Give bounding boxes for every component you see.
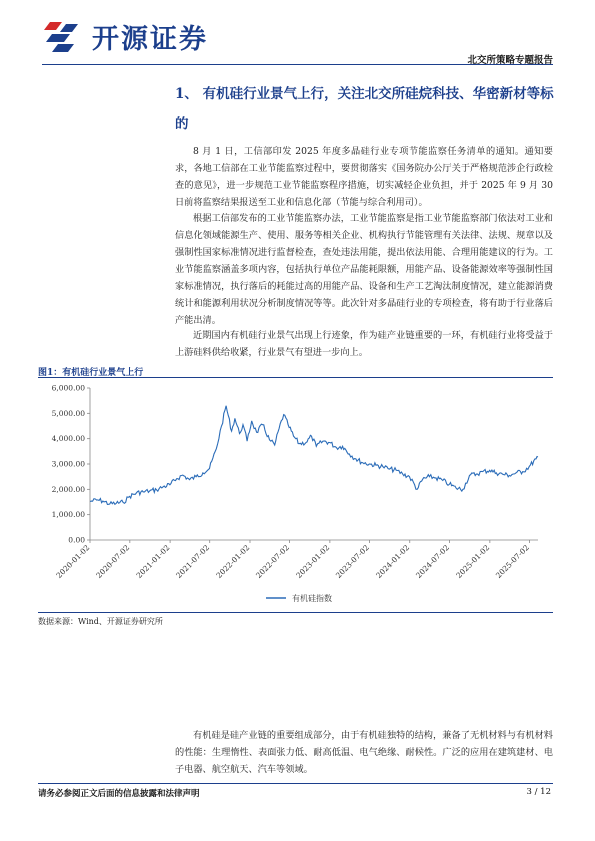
x-tick-label: 2020-01-02 (54, 543, 92, 580)
page-number: 3 / 12 (526, 787, 551, 797)
brand-logo (44, 18, 208, 54)
plot-area (90, 406, 538, 505)
line-chart (38, 380, 553, 610)
section-title: 1、 有机硅行业景气上行，关注北交所硅烷科技、华密新材等标的 (175, 86, 554, 132)
paragraph-4: 有机硅是硅产业链的重要组成部分，由于有机硅独特的结构，兼备了无机材料与有机材料的性能：生理惰性、表面张力低、耐高低温、电气绝缘、耐候性。广泛的应用在建筑建材、电子电器、航空航天、汽车等领域。 (175, 730, 553, 775)
chart-legend (266, 593, 332, 603)
x-tick-label: 2024-01-02 (374, 543, 412, 580)
y-axis (52, 384, 90, 545)
x-tick-label: 2020-07-02 (94, 543, 132, 580)
legend-label: 有机硅指数 (292, 594, 332, 603)
figure-divider (38, 377, 553, 378)
x-axis (54, 540, 538, 580)
y-tick-label: 0.00 (68, 535, 85, 545)
paragraph-2: 根据工信部发布的工业节能监察办法，工业节能监察是指工业节能监察部门依法对工业和信息化领域能源生产、使用、服务等相关企业、机构执行节能管理有关法律、法规、规章以及强制性国家标准情况进行监督检查，查处违法用能，提出依法用能、合理用能建议的行为。工业节能监察涵盖多项内容，包括执行单位产品能耗限额，用能产品、设备能源效率等强制性国家标准情况，执行落后的耗能过高的用能产品、设备和生产工艺淘汰制度情况，建立能源消费统计和能源利用状况分析制度情况等等。此次针对多晶硅行业的专项检查，将有助于行业落后产能出清。 (175, 213, 553, 326)
footer-divider (38, 783, 553, 784)
y-tick-label: 2,000.00 (51, 484, 85, 494)
x-tick-label: 2025-07-02 (493, 543, 531, 580)
x-tick-label: 2023-01-02 (294, 543, 332, 580)
x-tick-label: 2023-07-02 (333, 543, 371, 580)
series-line-有机硅指数 (90, 406, 538, 505)
y-tick-label: 3,000.00 (51, 459, 85, 469)
x-tick-label: 2021-07-02 (174, 543, 212, 580)
x-tick-label: 2025-01-02 (454, 543, 492, 580)
source-divider (38, 612, 553, 613)
figure-source: 数据来源：Wind、开源证券研究所 (38, 617, 163, 626)
y-tick-label: 1,000.00 (51, 510, 85, 520)
y-tick-label: 4,000.00 (51, 434, 85, 444)
logo-mark-icon (44, 18, 88, 54)
x-tick-label: 2022-07-02 (254, 543, 292, 580)
report-type: 北交所策略专题报告 (467, 55, 553, 66)
x-tick-label: 2022-01-02 (214, 543, 252, 580)
paragraph-1: 8 月 1 日，工信部印发 2025 年度多晶硅行业专项节能监察任务清单的通知。通知要求，各地工信部在工业节能监察过程中，要贯彻落实《国务院办公厅关于严格规范涉企行政检查的意见》，进一步规范工业节能监察程序措施，切实减轻企业负担，并于 2025 年 9 月 30 日前将监察结果报送至工业和信息化部（节能与综合利用司）。 (175, 146, 553, 208)
footer-disclaimer: 请务必参阅正文后面的信息披露和法律声明 (38, 789, 200, 799)
y-tick-label: 6,000.00 (51, 383, 85, 393)
header-divider (42, 64, 553, 65)
brand-name: 开源证券 (92, 23, 208, 55)
x-tick-label: 2021-01-02 (134, 543, 172, 580)
figure-title: 图1：有机硅行业景气上行 (38, 368, 144, 378)
y-tick-label: 5,000.00 (51, 408, 85, 418)
paragraph-3: 近期国内有机硅行业景气出现上行迹象，作为硅产业链重要的一环，有机硅行业将受益于上游硅料供给收紧，行业景气有望进一步向上。 (175, 330, 553, 358)
x-tick-label: 2024-07-02 (414, 543, 451, 580)
